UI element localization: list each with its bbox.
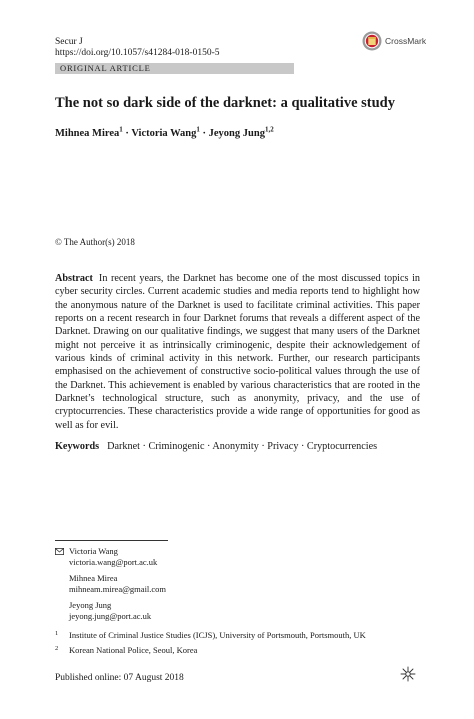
crossmark-label: CrossMark bbox=[385, 36, 427, 46]
author-name: Victoria Wang bbox=[131, 128, 197, 139]
contact-email[interactable]: jeyong.jung@port.ac.uk bbox=[69, 611, 152, 621]
contact-name: Jeyong Jung bbox=[69, 600, 112, 610]
contact-email[interactable]: mihneam.mirea@gmail.com bbox=[69, 584, 167, 594]
journal-name: Secur J bbox=[55, 37, 83, 47]
keywords-heading: Keywords bbox=[55, 441, 100, 452]
springer-horse-icon bbox=[400, 666, 416, 682]
keywords-block bbox=[55, 440, 435, 453]
envelope-icon bbox=[55, 548, 64, 555]
article-type: ORIGINAL ARTICLE bbox=[60, 63, 151, 73]
contact-email[interactable]: victoria.wang@port.ac.uk bbox=[69, 557, 158, 567]
footnote-rule bbox=[55, 540, 168, 541]
contact-name: Mihnea Mirea bbox=[69, 573, 118, 583]
contact-name: Victoria Wang bbox=[69, 546, 118, 556]
copyright-notice: © The Author(s) 2018 bbox=[55, 237, 135, 247]
keywords-text: Darknet · Criminogenic · Anonymity · Privacy · Cryptocurrencies bbox=[107, 441, 378, 452]
author-separator: · bbox=[122, 128, 132, 139]
author-name: Jeyong Jung bbox=[208, 128, 265, 139]
abstract-heading: Abstract bbox=[55, 273, 93, 284]
article-title: The not so dark side of the darknet: a qualitative study bbox=[55, 95, 395, 111]
author-name: Mihnea Mirea bbox=[55, 128, 120, 139]
author-affiliation-ref: 1,2 bbox=[264, 125, 274, 134]
author-affiliation-ref: 1 bbox=[196, 125, 200, 134]
affiliation-text: Korean National Police, Seoul, Korea bbox=[69, 645, 198, 655]
abstract-text: In recent years, the Darknet has become one of the most discussed topics in cyber security circles. Current academic studies and media reports tend to highlight how the anonymous nature of the Darknet is used to facilitate criminal activities. This paper reports on a recent research in four Darknet forums that reveals a different aspect of the Darknet. Drawing on our qualitative findings, we suggest that many users of the Darknet might not perceive it as intrinsically criminogenic, despite their acknowledgement of various kinds of criminal activity in this network. Further, our research participants emphasised on the achievement of constructive socio-political values through the use of the Darknet. This achievement is enabled by various characteristics that are rooted in the Darknet’s technological structure, such as anonymity, privacy, and the use of cryptocurrencies. These characteristics provide a wide range of opportunities for good as well as for evil. bbox=[55, 273, 420, 431]
crossmark-icon bbox=[362, 31, 382, 51]
author-separator: · bbox=[199, 128, 209, 139]
author-affiliation-ref: 1 bbox=[119, 125, 123, 134]
doi-link[interactable]: https://doi.org/10.1057/s41284-018-0150-5 bbox=[55, 48, 220, 58]
author-list bbox=[55, 127, 274, 141]
abstract-block bbox=[55, 272, 420, 432]
affiliation-number: 1 bbox=[55, 630, 59, 637]
affiliation-number: 2 bbox=[55, 645, 59, 652]
crossmark-badge[interactable] bbox=[362, 30, 448, 52]
published-date: Published online: 07 August 2018 bbox=[55, 673, 184, 683]
affiliation-text: Institute of Criminal Justice Studies (ICJS), University of Portsmouth, Portsmouth, UK bbox=[69, 630, 366, 640]
